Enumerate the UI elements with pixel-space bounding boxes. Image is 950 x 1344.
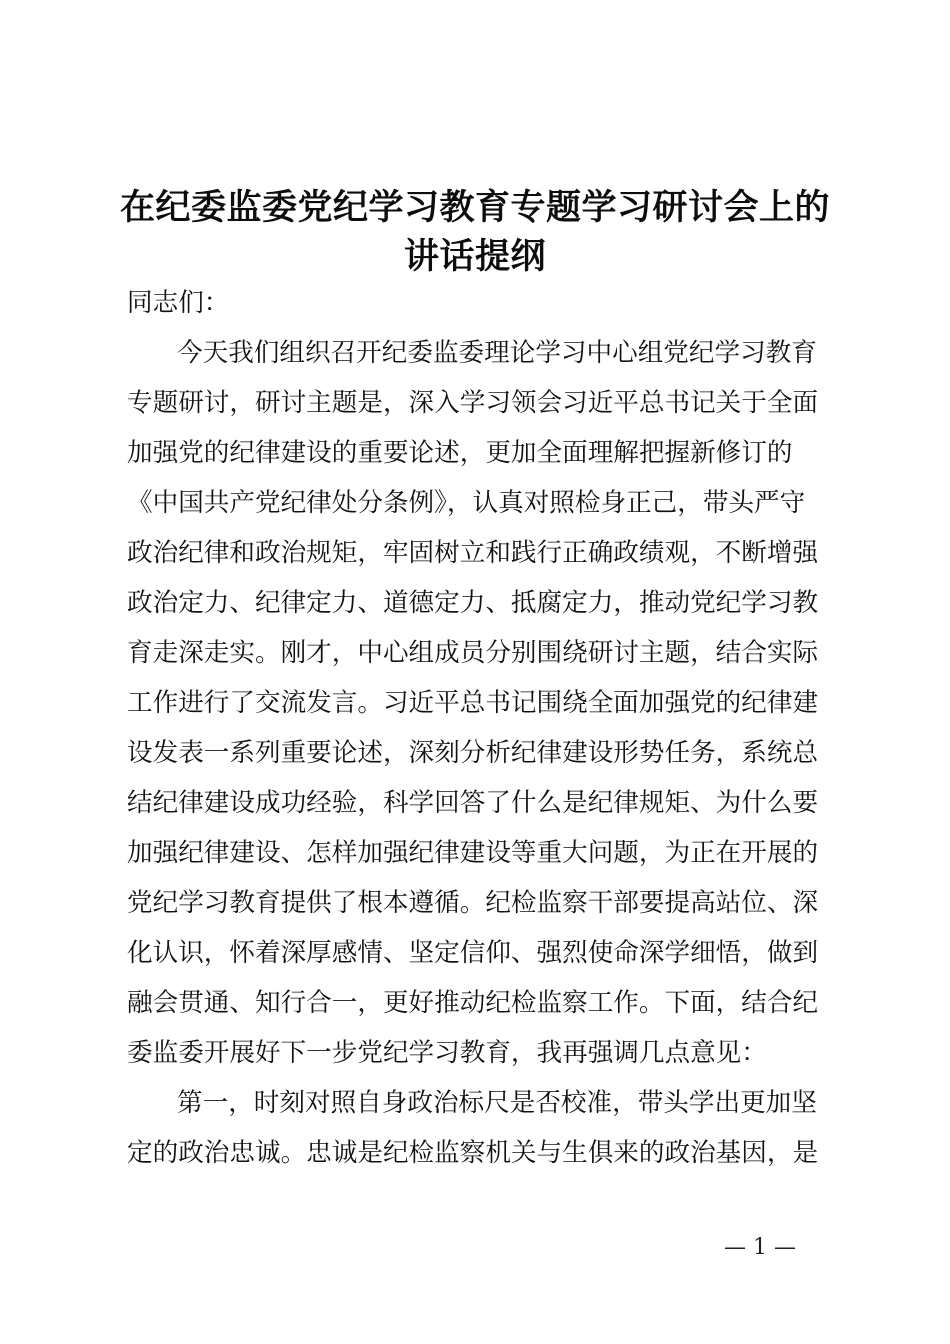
paragraph-1-line: 加强纪律建设、怎样加强纪律建设等重大问题，为正在开展的 [127, 838, 819, 868]
paragraph-1-line: 委监委开展好下一步党纪学习教育，我再强调几点意见： [127, 1038, 767, 1068]
paragraph-1-line: 党纪学习教育提供了根本遵循。纪检监察干部要提高站位、深 [127, 888, 819, 918]
paragraph-1-line: 工作进行了交流发言。习近平总书记围绕全面加强党的纪律建 [127, 688, 819, 718]
paragraph-1-line: 《中国共产党纪律处分条例》，认真对照检身正己，带头严守 [127, 488, 806, 518]
paragraph-2-line: 第一，时刻对照自身政治标尺是否校准，带头学出更加坚 [177, 1088, 817, 1118]
document-title-line-1: 在纪委监委党纪学习教育专题学习研讨会上的 [119, 188, 830, 228]
paragraph-1-line: 政治纪律和政治规矩，牢固树立和践行正确政绩观，不断增强 [127, 538, 819, 568]
paragraph-1-line: 化认识，怀着深厚感情、坚定信仰、强烈使命深学细悟，做到 [127, 938, 819, 968]
paragraph-1-line: 设发表一系列重要论述，深刻分析纪律建设形势任务，系统总 [127, 738, 819, 768]
paragraph-1-line: 加强党的纪律建设的重要论述，更加全面理解把握新修订的 [127, 438, 793, 468]
paragraph-1-line: 结纪律建设成功经验，科学回答了什么是纪律规矩、为什么要 [127, 788, 819, 818]
paragraph-1-line: 融会贯通、知行合一，更好推动纪检监察工作。下面，结合纪 [127, 988, 819, 1018]
salutation: 同志们： [127, 288, 230, 318]
page-number: — 1 — [724, 1235, 796, 1260]
paragraph-1-line: 政治定力、纪律定力、道德定力、抵腐定力，推动党纪学习教 [127, 588, 819, 618]
paragraph-1-line: 今天我们组织召开纪委监委理论学习中心组党纪学习教育 [177, 338, 817, 368]
document-title-line-2: 讲话提纲 [403, 237, 546, 277]
paragraph-1-line: 育走深走实。刚才，中心组成员分别围绕研讨主题，结合实际 [127, 638, 819, 668]
paragraph-2-line: 定的政治忠诚。忠诚是纪检监察机关与生俱来的政治基因，是 [127, 1138, 819, 1168]
paragraph-1-line: 专题研讨，研讨主题是，深入学习领会习近平总书记关于全面 [127, 388, 819, 418]
